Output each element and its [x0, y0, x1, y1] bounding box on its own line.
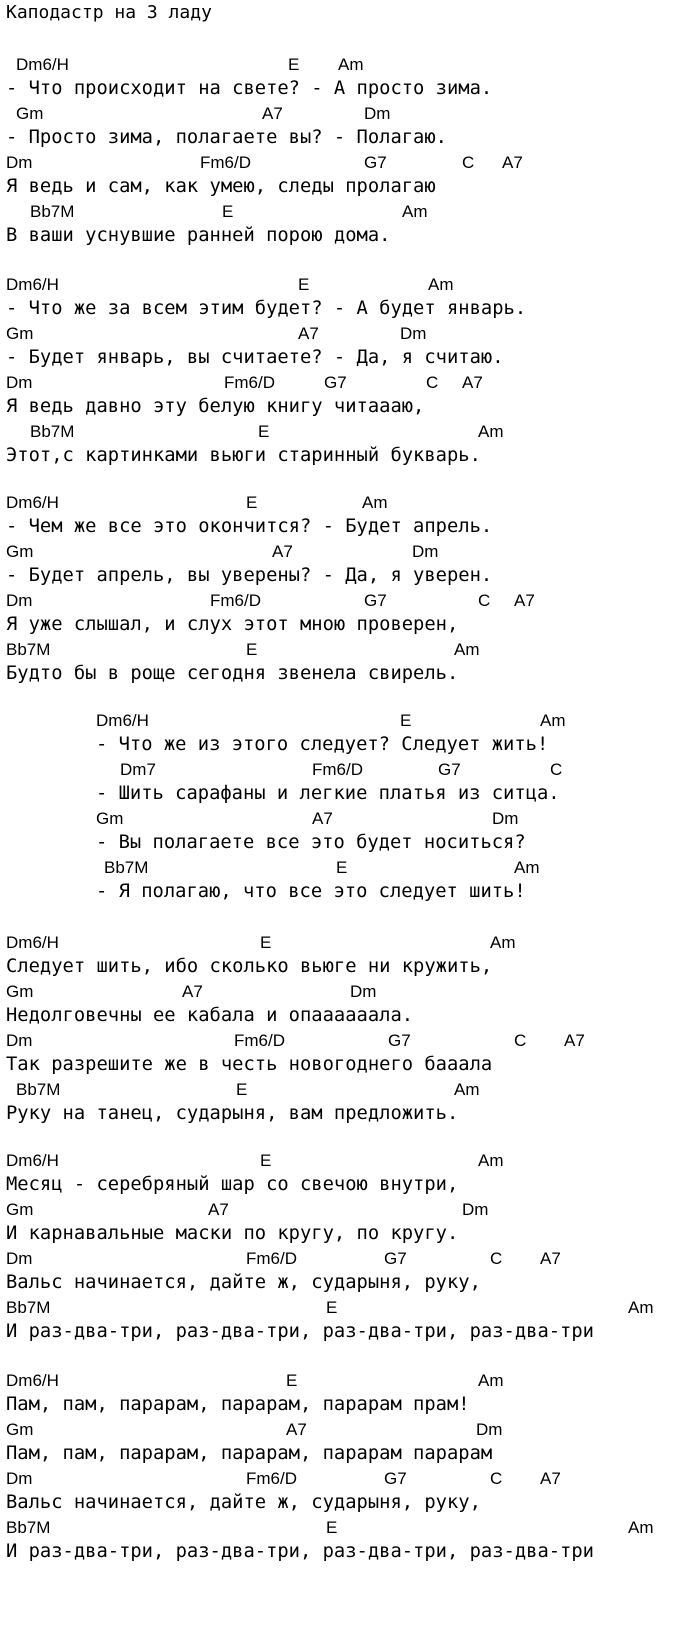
chord: Dm6/H [6, 1371, 59, 1390]
chord: E [400, 711, 412, 730]
chord: A7 [564, 1031, 585, 1050]
chord: E [246, 493, 258, 512]
lyric-line: - Что происходит на свете? - А просто зима. [6, 78, 493, 99]
lyric-line: В ваши уснувшие ранней порою дома. [6, 225, 391, 246]
chord: A7 [502, 153, 523, 172]
chord: Gm [96, 809, 124, 828]
chord: Dm [412, 542, 439, 561]
chord: Dm [400, 324, 427, 343]
chord: Am [540, 711, 566, 730]
chord: Dm [476, 1420, 503, 1439]
chord: A7 [272, 542, 293, 561]
lyric-line: Следует шить, ибо сколько вьюге ни кружить, [6, 956, 493, 977]
chord: Bb7M [30, 422, 75, 441]
chord: Bb7M [104, 858, 149, 877]
chord: Gm [6, 982, 34, 1001]
chord: Dm [6, 373, 33, 392]
chord: Dm6/H [6, 275, 59, 294]
chord: Dm [492, 809, 519, 828]
chord: Bb7M [6, 1518, 51, 1537]
chord: Am [490, 933, 516, 952]
lyric-line: - Будет апрель, вы уверены? - Да, я уверен. [6, 565, 493, 586]
chord: Dm7 [120, 760, 156, 779]
lyric-line: - Будет январь, вы считаете? - Да, я считаю. [6, 347, 504, 368]
chord: Dm [364, 104, 391, 123]
chord: Am [454, 640, 480, 659]
chord: E [326, 1518, 338, 1537]
chord: C [550, 760, 563, 779]
chord: Am [338, 55, 364, 74]
chord: E [236, 1080, 248, 1099]
lyric-line: Этот,с картинками вьюги старинный букварь. [6, 445, 481, 466]
chord: Dm [6, 591, 33, 610]
lyric-line: - Просто зима, полагаете вы? - Полагаю. [6, 127, 447, 148]
chord: Gm [6, 542, 34, 561]
chord: Gm [6, 1200, 34, 1219]
chord: A7 [182, 982, 203, 1001]
chord: G7 [364, 591, 387, 610]
chord: Fm6/D [312, 760, 363, 779]
chord: E [260, 933, 272, 952]
chord: C [426, 373, 439, 392]
lyric-line: Вальс начинается, дайте ж, сударыня, руку, [6, 1492, 481, 1513]
page-title: Каподастр на 3 ладу [6, 2, 212, 23]
chord: Dm [6, 1469, 33, 1488]
chord: Am [428, 275, 454, 294]
chord: Dm6/H [96, 711, 149, 730]
chord: E [336, 858, 348, 877]
chord: E [288, 55, 300, 74]
chord: Fm6/D [210, 591, 261, 610]
chord: C [514, 1031, 527, 1050]
lyric-line: - Вы полагаете все это будет носиться? [96, 832, 526, 853]
chord: G7 [384, 1469, 407, 1488]
chord: Am [628, 1298, 654, 1317]
chord: G7 [438, 760, 461, 779]
chord: E [286, 1371, 298, 1390]
chord: Am [478, 1151, 504, 1170]
chord: Bb7M [6, 640, 51, 659]
chord: E [260, 1151, 272, 1170]
chord: C [462, 153, 475, 172]
chord: Am [362, 493, 388, 512]
chord: C [490, 1469, 503, 1488]
chord: A7 [462, 373, 483, 392]
chord: A7 [312, 809, 333, 828]
chord: A7 [514, 591, 535, 610]
lyric-line: Недолговечны ее кабала и опаааааaла. [6, 1005, 414, 1026]
lyric-line: - Я полагаю, что все это следует шить! [96, 881, 526, 902]
chord: Dm6/H [16, 55, 69, 74]
chord: Bb7M [16, 1080, 61, 1099]
chord: Am [628, 1518, 654, 1537]
chord: G7 [384, 1249, 407, 1268]
chord: Dm6/H [6, 1151, 59, 1170]
chord: A7 [298, 324, 319, 343]
chord: G7 [388, 1031, 411, 1050]
chord: Dm6/H [6, 933, 59, 952]
lyric-line: Пам, пам, парарам, парарам, парарам парарам [6, 1443, 493, 1464]
chord: E [326, 1298, 338, 1317]
lyric-line: И раз-два-три, раз-два-три, раз-два-три, раз-два-три [6, 1321, 594, 1342]
chord: Am [478, 422, 504, 441]
chord: Am [514, 858, 540, 877]
lyric-line: Я ведь и сам, как умею, следы пролагаю [6, 176, 436, 197]
lyric-line: И карнавальные маски по кругу, по кругу. [6, 1223, 459, 1244]
chord: Dm [350, 982, 377, 1001]
chord: Fm6/D [246, 1249, 297, 1268]
lyric-line: - Чем же все это окончится? - Будет апрель. [6, 516, 493, 537]
chord: Gm [6, 1420, 34, 1439]
chord: E [258, 422, 270, 441]
chord: C [478, 591, 491, 610]
chord: Gm [16, 104, 44, 123]
chord: Fm6/D [200, 153, 251, 172]
chord: Fm6/D [234, 1031, 285, 1050]
chord: Dm [6, 1249, 33, 1268]
lyric-line: - Что же из этого следует? Следует жить! [96, 734, 549, 755]
chord: C [490, 1249, 503, 1268]
chord: Am [454, 1080, 480, 1099]
lyric-line: Месяц - серебряный шар со свечою внутри, [6, 1174, 459, 1195]
chord: Dm6/H [6, 493, 59, 512]
lyric-line: - Что же за всем этим будет? - А будет январь. [6, 298, 527, 319]
chord: Dm [6, 153, 33, 172]
chord: Bb7M [30, 202, 75, 221]
chord: A7 [262, 104, 283, 123]
chord: E [246, 640, 258, 659]
lyric-line: И раз-два-три, раз-два-три, раз-два-три, раз-два-три [6, 1541, 594, 1562]
lyric-line: Я ведь давно эту белую книгу читааaю, [6, 396, 425, 417]
chord: Fm6/D [246, 1469, 297, 1488]
chord: A7 [286, 1420, 307, 1439]
chord: Dm [462, 1200, 489, 1219]
chord: A7 [208, 1200, 229, 1219]
chord: Am [402, 202, 428, 221]
lyric-line: - Шить сарафаны и легкие платья из ситца. [96, 783, 560, 804]
lyric-line: Вальс начинается, дайте ж, сударыня, руку, [6, 1272, 481, 1293]
chord: G7 [364, 153, 387, 172]
chord: Dm [6, 1031, 33, 1050]
chord: E [298, 275, 310, 294]
chord: A7 [540, 1249, 561, 1268]
lyric-line: Так разрешите же в честь новогоднего бааала [6, 1054, 493, 1075]
chord: Bb7M [6, 1298, 51, 1317]
chord: E [222, 202, 234, 221]
lyric-line: Руку на танец, сударыня, вам предложить. [6, 1103, 459, 1124]
chord: A7 [540, 1469, 561, 1488]
chord: Fm6/D [224, 373, 275, 392]
chord: Am [478, 1371, 504, 1390]
chord: G7 [324, 373, 347, 392]
lyric-line: Я уже слышал, и слух этот мною проверен, [6, 614, 459, 635]
chord: Gm [6, 324, 34, 343]
lyric-line: Пам, пам, парарам, парарам, парарам прам! [6, 1394, 470, 1415]
lyric-line: Будто бы в роще сегодня звенела свирель. [6, 663, 459, 684]
